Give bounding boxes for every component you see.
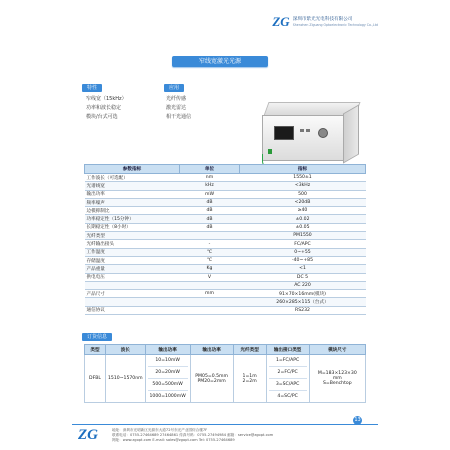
application-item: 光纤传感 [166,96,187,102]
spec-value: <1 [240,265,366,273]
application-item: 相干光通信 [166,114,192,120]
spec-value: 260×285×115（台式） [240,298,366,306]
order-linewidth-options [190,355,233,403]
spec-param: 工作波长（可选配） [85,174,180,182]
spec-value: ±0.02 [240,215,366,223]
spec-value: AC 220 [240,281,366,289]
feature-item: 窄线宽（15kHz） [86,96,127,102]
spec-row [85,281,366,289]
spec-param: 光纤类型 [85,232,180,240]
spec-unit [180,232,240,240]
spec-row [85,265,366,273]
size-option: mm [332,376,342,381]
spec-unit: ℃ [180,248,240,256]
spec-param: 光纤输出接头 [85,240,180,248]
order-header: 输出接口类型 [266,345,309,355]
order-info-tag: 订货信息 [82,333,112,341]
order-header: 波长 [106,345,146,355]
size-option: M=183×123×30 [317,371,357,376]
spec-row [85,190,366,198]
order-header: 输出功率 [145,345,190,355]
spec-row [85,273,366,281]
product-title: 窄线宽激光光源 [172,56,268,67]
logo-mark: ZG [272,14,290,29]
applications-tag: 应用 [164,84,184,92]
spec-param: 产品重量 [85,265,180,273]
spec-unit: nm [180,174,240,182]
spec-row [85,240,366,248]
order-type: DFBL [85,355,106,403]
spec-param: 输出功率 [85,190,180,198]
spec-row [85,182,366,190]
connector-option: 2=FC/PC [269,367,307,379]
spec-value: ±0.05 [240,223,366,231]
spec-value: <3kHz [240,182,366,190]
spec-param: 产品尺寸 [85,290,180,298]
spec-value: -40~+85 [240,256,366,264]
spec-param: 通信协议 [85,306,180,314]
order-header: 模块尺寸 [309,345,365,355]
size-option: S=Benchtop [323,381,352,386]
spec-value: <20dB [240,198,366,206]
footer [72,424,378,447]
spec-unit: dB [180,198,240,206]
spec-row [85,298,366,306]
spec-unit: dB [180,207,240,215]
spec-param: 频率噪声 [85,198,180,206]
spec-row [85,290,366,298]
spec-param: 存储温度 [85,256,180,264]
spec-unit: - [180,240,240,248]
page-number: 13 [354,417,361,423]
order-header: 输出功率 [190,345,233,355]
product-photo [260,102,360,166]
footer-line: 联系电话：0755-27464689 27464861 传真号码：0755-27494984 邮箱：service@zgopt.com [112,433,274,437]
spec-param: 工作温度 [85,248,180,256]
device-knob [318,128,328,138]
connector-option: 1=FC/APC [269,355,307,367]
footer-logo: ZG [78,427,98,443]
order-header: 类型 [85,345,106,355]
spec-unit [180,298,240,306]
application-item: 激光雷达 [166,105,187,111]
spec-value: 0~+55 [240,248,366,256]
company-name: 深圳市紫光光电科技有限公司 [292,17,353,23]
spec-value: DC 5 [240,273,366,281]
spec-value: PM1550 [240,232,366,240]
spec-value: FC/APC [240,240,366,248]
spec-param: 边模抑制比 [85,207,180,215]
spec-value: 91×70×16mm(模块) [240,290,366,298]
fiber-option: 1=1m [242,373,257,379]
linewidth-option: PM20=2mm [197,378,226,384]
spec-param: 光谱线宽 [85,182,180,190]
spec-unit: dB [180,215,240,223]
spec-row [85,198,366,206]
spec-param [85,281,180,289]
footer-line: 地址：深圳市光明新区光源东大道72号东光产业园综合楼7F [112,428,208,432]
spec-unit [180,306,240,314]
spec-param: 功率稳定性（15分钟） [85,215,180,223]
spec-row [85,174,366,182]
footer-contact [112,428,273,443]
spec-param: 供电电压 [85,273,180,281]
spec-unit: dB [180,223,240,231]
power-option: 10=10mW [148,355,188,367]
spec-row [85,223,366,231]
spec-row [85,306,366,314]
spec-unit [180,281,240,289]
company-logo [272,14,378,30]
feature-item: 功率和波长稳定 [86,105,122,111]
feature-item: 模块/台式可选 [86,114,118,120]
spec-unit: ℃ [180,256,240,264]
power-option: 1000=1000mW [149,394,186,399]
features-list [86,95,127,122]
spec-header-param: 参数指标 [85,165,180,174]
order-table [84,344,366,403]
spec-unit: Kg [180,265,240,273]
company-subtitle: Shenzhen Ziguang Optoelectronic Technology Co.,Ltd [292,22,378,27]
device-display [274,126,294,140]
connector-option: 4=SC/PC [277,394,298,399]
spec-unit: kHz [180,182,240,190]
spec-value: RS232 [240,306,366,314]
spec-row [85,215,366,223]
spec-value: 1550±1 [240,174,366,182]
spec-unit: mW [180,190,240,198]
order-fiber-options [233,355,266,403]
order-size-options [309,355,365,403]
spec-unit: V [180,273,240,281]
order-connector-options [266,355,309,403]
order-power-options [145,355,190,403]
spec-unit: mm [180,290,240,298]
applications-list [166,95,191,122]
power-option: 20=20mW [148,367,188,379]
spec-value: 500 [240,190,366,198]
footer-line: 网址：www.zgopt.com E-mail: sales@zgopt.com Tel: 0755-27464689 [112,438,235,442]
spec-row [85,232,366,240]
features-tag: 特性 [82,84,102,92]
spec-row [85,207,366,215]
spec-row [85,256,366,264]
linewidth-option: PM05=0.5mm [195,373,228,379]
datasheet-page [72,12,378,442]
connector-option: 3=SC/APC [269,379,307,391]
spec-param [85,298,180,306]
spec-header-unit: 单位 [180,165,240,174]
order-wavelength: 1510~1570nm [106,355,146,403]
power-option: 500=500mW [148,379,188,391]
spec-param: 长期稳定性（8小时） [85,223,180,231]
spec-row [85,248,366,256]
fiber-option: 2=2m [242,378,257,384]
spec-header-value: 指标 [240,165,366,174]
spec-value: ≥40 [240,207,366,215]
spec-table [84,164,366,315]
order-header: 光纤类型 [233,345,266,355]
